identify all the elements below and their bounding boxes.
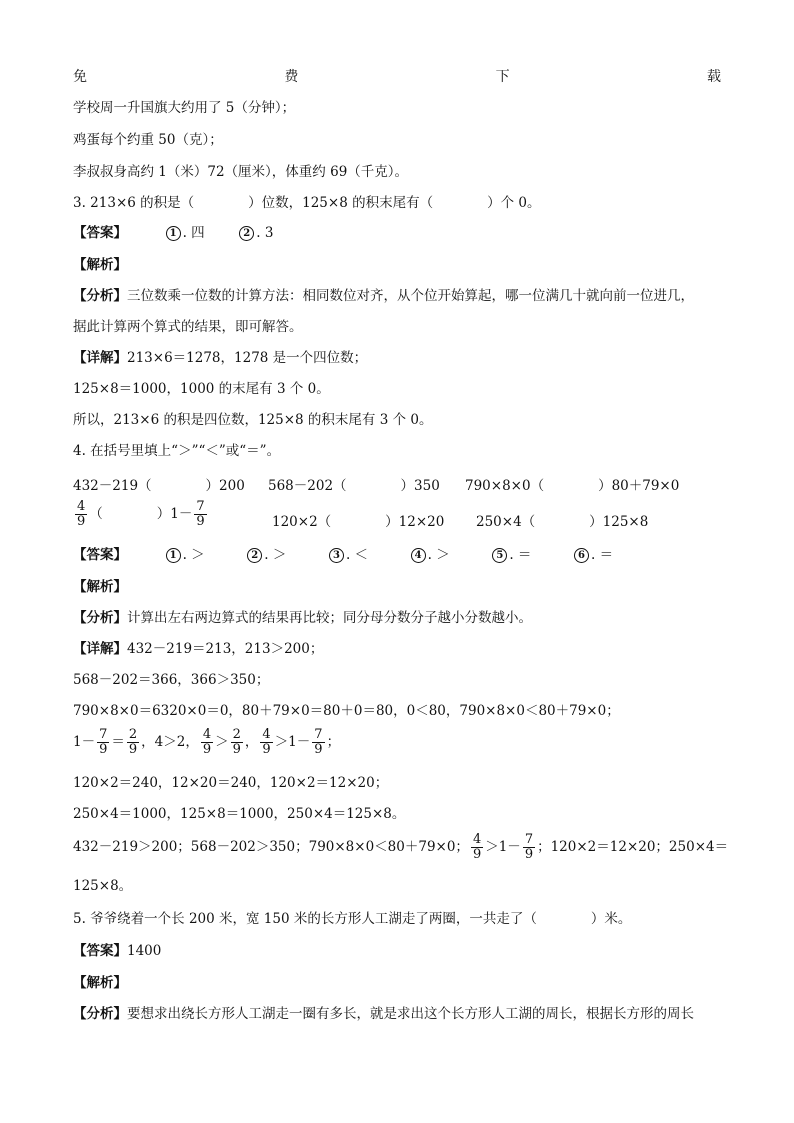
q4-item-fraction: $\frac{4}{9}$ （ ）1－ $\frac{7}{9}$ — [77, 499, 205, 529]
q3-answer — [73, 224, 273, 242]
q5-answer — [73, 942, 161, 960]
answer-value: . ＞ — [427, 547, 450, 563]
answer-value: . ＜ — [345, 547, 369, 563]
answer-value: . ＝ — [591, 547, 614, 563]
answer-value: . 3 — [256, 225, 274, 241]
q3-xiangjie — [73, 349, 367, 367]
q4-answer — [73, 546, 613, 564]
q4-xiangjie-line: 790×8×0＝6320×0＝0，80＋79×0＝80＋0＝80，0＜80，790×8×0＜80＋79×0； — [73, 703, 620, 719]
answer-number: 1 — [166, 548, 181, 563]
answer-value: . ＞ — [264, 547, 287, 563]
q3-fenxi — [73, 287, 694, 305]
q5-stem: 5. 爷爷绕着一个长 200 米，宽 150 米的长方形人工湖走了两圈，一共走了（ ）米。 — [73, 911, 632, 927]
q4-fenxi — [73, 609, 532, 627]
answer-number: 2 — [247, 548, 262, 563]
fraction: $\frac{7}{9}$ — [314, 727, 323, 757]
answer-number: 4 — [411, 548, 426, 563]
answer-number: 5 — [492, 548, 507, 563]
q2-line: 李叔叔身高约 1（米）72（厘米），体重约 69（千克）。 — [73, 164, 409, 180]
answer-tag: 【答案】 — [73, 943, 127, 959]
fenxi-tag: 【分析】 — [73, 610, 127, 626]
q4-item: 790×8×0（ ）80＋79×0 — [465, 478, 680, 494]
q4-fraction-line: 1－ $\frac{7}{9}$ ＝ $\frac{2}{9}$ ，4＞2， $\frac{4}{9}$ ＞ $\frac{2}{9}$ ， $\frac{4}{9}$ ＞1－ $\frac{7}{9}$ ； — [73, 727, 341, 757]
fenxi-text: 要想求出绕长方形人工湖走一圈有多长，就是求出这个长方形人工湖的周长，根据长方形的周长 — [127, 1006, 694, 1022]
answer-number: 1 — [166, 226, 181, 241]
q2-line: 学校周一升国旗大约用了 5（分钟）； — [73, 100, 296, 116]
answer-number: 2 — [239, 226, 254, 241]
header-char: 免 — [73, 69, 87, 85]
q4-item: 250×4（ ）125×8 — [476, 514, 649, 530]
fraction: $\frac{7}{9}$ — [196, 499, 205, 529]
xiangjie-tag: 【详解】 — [73, 641, 127, 657]
answer-number: 6 — [574, 548, 589, 563]
analysis-tag: 【解析】 — [73, 257, 127, 273]
fenxi-text: 计算出左右两边算式的结果再比较；同分母分数分子越小分数越小。 — [127, 610, 532, 626]
q4-xiangjie-line: 120×2＝240，12×20＝240，120×2＝12×20； — [73, 775, 389, 791]
fraction: $\frac{4}{9}$ — [77, 499, 86, 529]
xiangjie-text: 213×6＝1278，1278 是一个四位数； — [127, 350, 368, 366]
analysis-tag: 【解析】 — [73, 579, 127, 595]
answer-number: 3 — [329, 548, 344, 563]
fraction: $\frac{7}{9}$ — [99, 727, 108, 757]
answer-value: 1400 — [127, 943, 162, 959]
q4-xiangjie-line: 568－202＝366，366＞350； — [73, 672, 270, 688]
answer-value: . ＝ — [509, 547, 532, 563]
fenxi-tag: 【分析】 — [73, 288, 127, 304]
q4-item: 432－219（ ）200 — [73, 478, 245, 494]
fraction: $\frac{4}{9}$ — [262, 727, 271, 757]
answer-value: . ＞ — [182, 547, 205, 563]
answer-tag: 【答案】 — [73, 225, 127, 241]
q3-xiangjie-line: 所以，213×6 的积是四位数，125×8 的积末尾有 3 个 0。 — [73, 412, 433, 428]
q5-fenxi — [73, 1005, 694, 1023]
fraction: $\frac{2}{9}$ — [232, 727, 241, 757]
xiangjie-text: 432－219＝213，213＞200； — [127, 641, 324, 657]
q4-item: 568－202（ ）350 — [268, 478, 440, 494]
q4-summary-cont: 125×8。 — [73, 878, 133, 894]
q4-xiangjie-line: 250×4＝1000，125×8＝1000，250×4＝125×8。 — [73, 806, 406, 822]
q4-stem: 4. 在括号里填上“＞”“＜”或“＝”。 — [73, 443, 281, 459]
fraction: $\frac{7}{9}$ — [524, 832, 534, 862]
q4-xiangjie — [73, 640, 323, 658]
q3-fenxi-cont: 据此计算两个算式的结果，即可解答。 — [73, 319, 303, 335]
q4-summary-line: 432－219＞200；568－202＞350；790×8×0＜80＋79×0； $\frac{4}{9}$ ＞1－ $\frac{7}{9}$ ；120×2＝12×20；250×4＝ — [73, 832, 729, 862]
answer-tag: 【答案】 — [73, 547, 127, 563]
header-char: 下 — [495, 69, 510, 85]
q3-xiangjie-line: 125×8＝1000，1000 的末尾有 3 个 0。 — [73, 381, 330, 397]
analysis-tag: 【解析】 — [73, 975, 127, 991]
q4-item: 120×2（ ）12×20 — [272, 514, 445, 530]
header-char: 载 — [706, 69, 721, 85]
fraction: $\frac{4}{9}$ — [472, 832, 482, 862]
fenxi-text: 三位数乘一位数的计算方法：相同数位对齐，从个位开始算起，哪一位满几十就向前一位进几， — [127, 288, 694, 304]
q2-line: 鸡蛋每个约重 50（克）； — [73, 132, 223, 148]
fraction: $\frac{4}{9}$ — [202, 727, 212, 757]
fenxi-tag: 【分析】 — [73, 1006, 127, 1022]
page-header — [73, 66, 721, 86]
xiangjie-tag: 【详解】 — [73, 350, 127, 366]
answer-value: . 四 — [182, 225, 205, 241]
q3-stem: 3. 213×6 的积是（ ）位数，125×8 的积末尾有（ ）个 0。 — [73, 195, 541, 211]
header-char: 费 — [284, 69, 299, 85]
fraction: $\frac{2}{9}$ — [128, 727, 138, 757]
